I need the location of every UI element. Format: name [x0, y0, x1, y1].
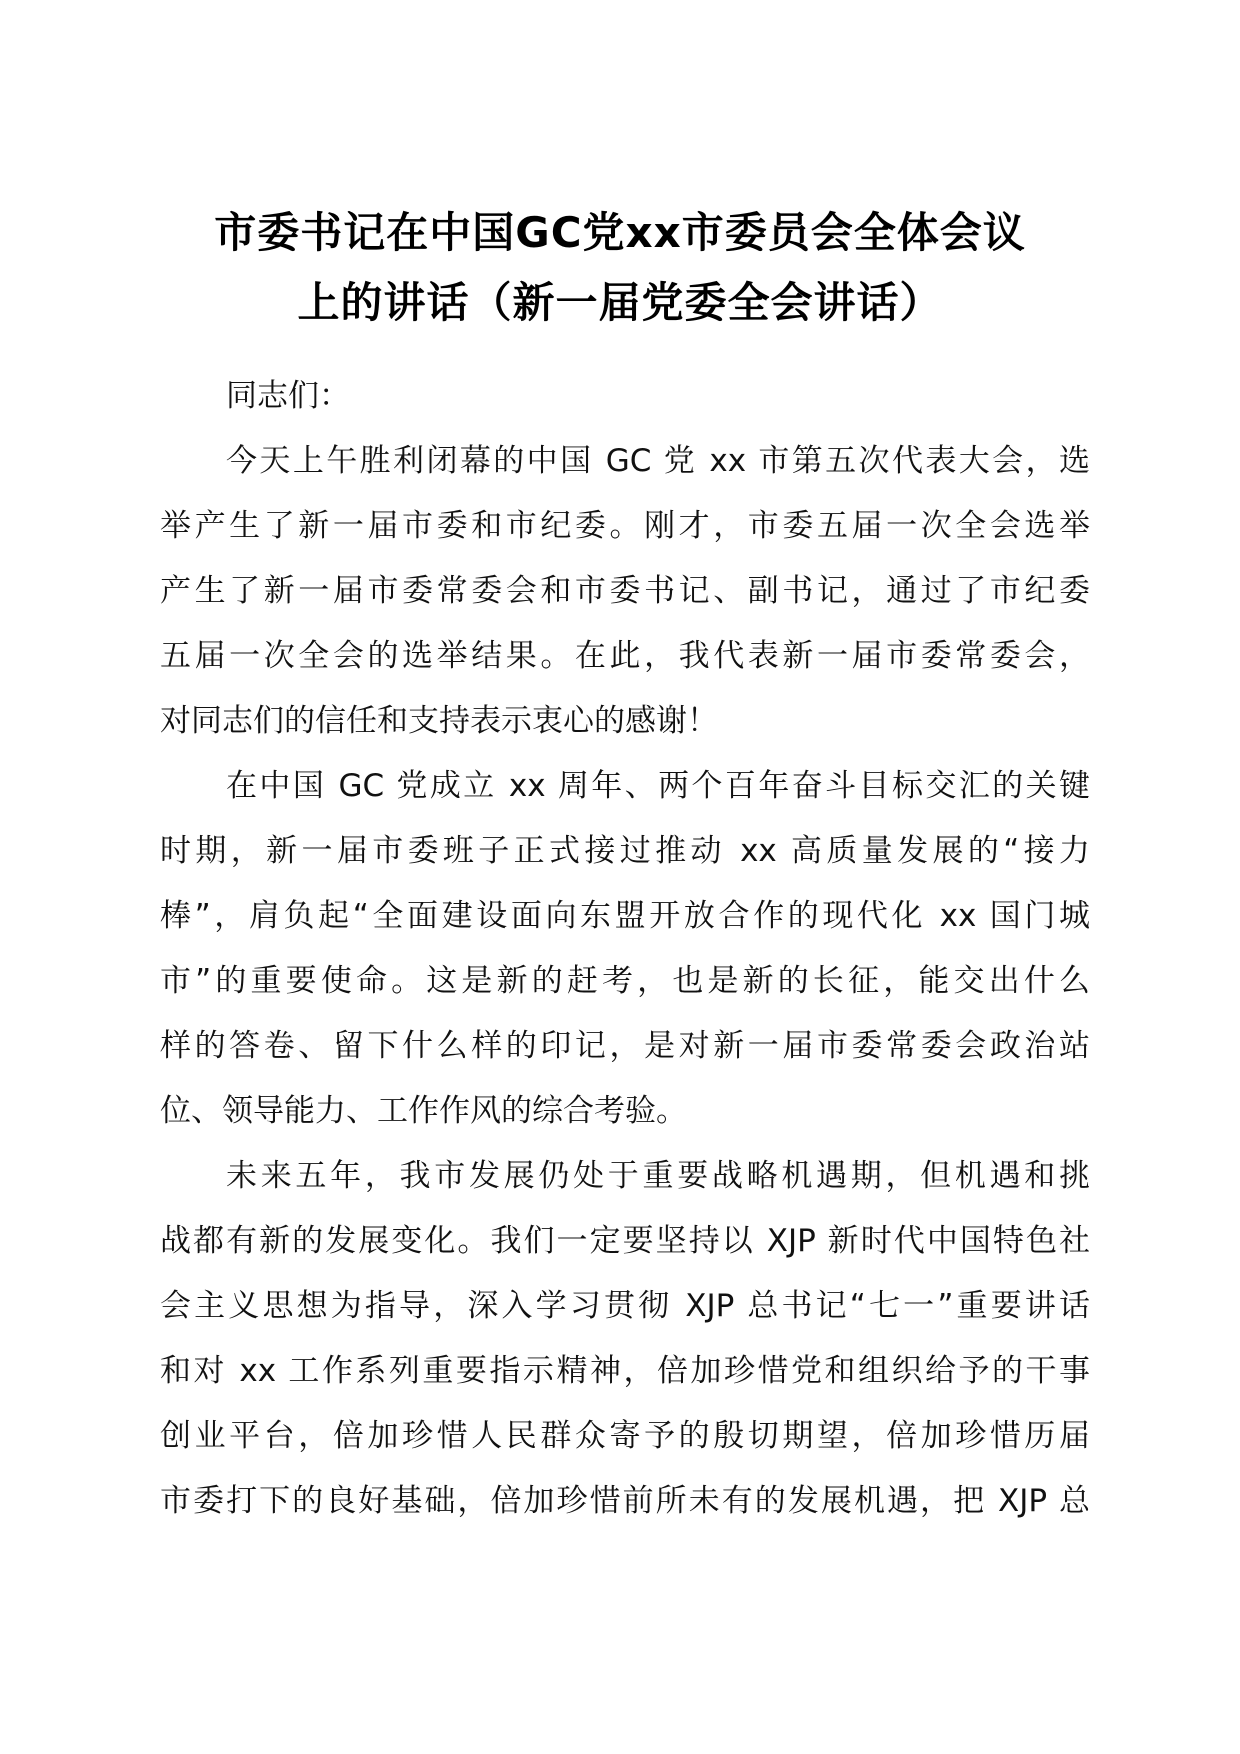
body-line: 未来五年，我市发展仍处于重要战略机遇期，但机遇和挑 — [226, 1158, 1090, 1194]
body-line: 样的答卷、留下什么样的印记，是对新一届市委常委会政治站 — [160, 1028, 1090, 1064]
body-line: 战都有新的发展变化。我们一定要坚持以 XJP 新时代中国特色社 — [160, 1223, 1090, 1259]
body-line: 位、领导能力、工作作风的综合考验。 — [160, 1093, 687, 1129]
document-body — [160, 364, 1090, 1534]
title-line-2: 上的讲话（新一届党委全会讲话） — [297, 278, 943, 327]
body-line: 产生了新一届市委常委会和市委书记、副书记，通过了市纪委 — [160, 573, 1090, 609]
body-line: 创业平台，倍加珍惜人民群众寄予的殷切期望，倍加珍惜历届 — [160, 1418, 1090, 1454]
body-line: 五届一次全会的选举结果。在此，我代表新一届市委常委会， — [160, 638, 1090, 674]
body-line: 对同志们的信任和支持表示衷心的感谢！ — [160, 703, 718, 739]
body-line: 会主义思想为指导，深入学习贯彻 XJP 总书记“七一”重要讲话 — [160, 1288, 1090, 1324]
body-line: 时期，新一届市委班子正式接过推动 xx 高质量发展的“接力 — [160, 833, 1090, 869]
body-line: 在中国 GC 党成立 xx 周年、两个百年奋斗目标交汇的关键 — [226, 768, 1090, 804]
body-line: 举产生了新一届市委和市纪委。刚才，市委五届一次全会选举 — [160, 508, 1090, 544]
body-line: 市”的重要使命。这是新的赶考，也是新的长征，能交出什么 — [160, 963, 1090, 999]
document-title — [150, 198, 1090, 338]
body-line: 今天上午胜利闭幕的中国 GC 党 xx 市第五次代表大会，选 — [226, 443, 1090, 479]
title-line-1: 市委书记在中国GC党xx市委员会全体会议 — [214, 208, 1026, 257]
body-line: 市委打下的良好基础，倍加珍惜前所未有的发展机遇，把 XJP 总 — [160, 1483, 1090, 1519]
body-line: 棒”，肩负起“全面建设面向东盟开放合作的现代化 xx 国门城 — [160, 898, 1090, 934]
body-line: 和对 xx 工作系列重要指示精神，倍加珍惜党和组织给予的干事 — [160, 1353, 1090, 1389]
salutation: 同志们： — [226, 378, 350, 414]
